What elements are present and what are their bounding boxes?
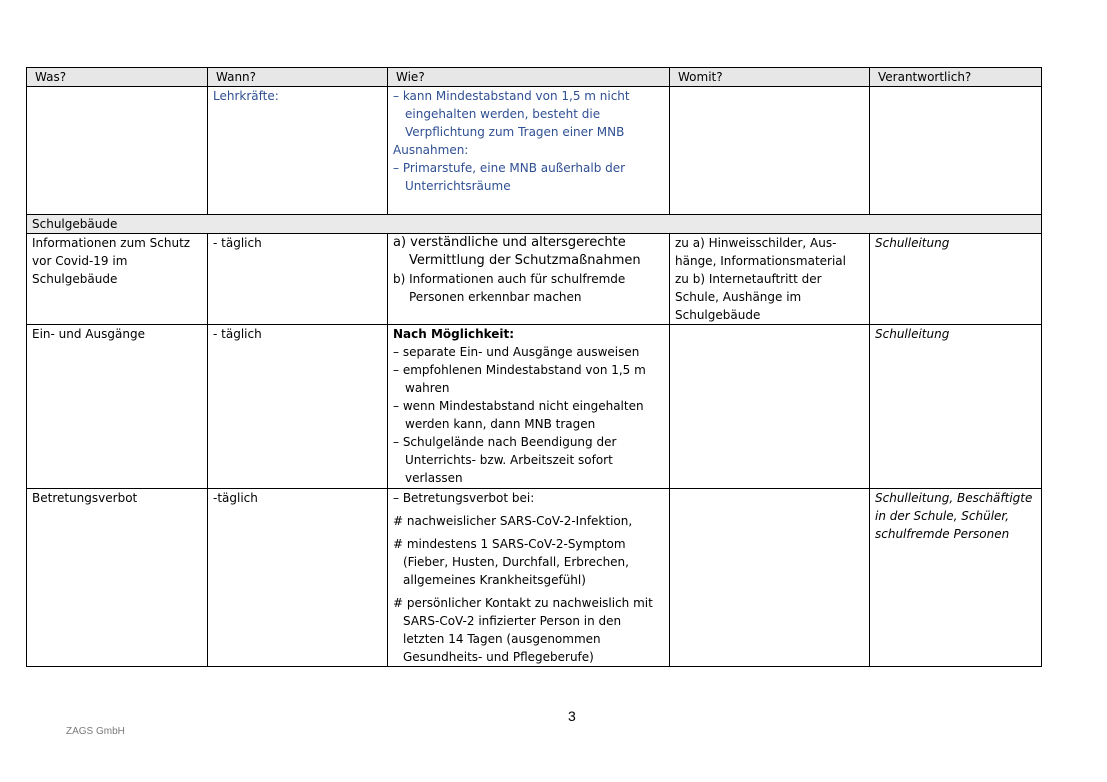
wie-item: b) Informationen auch für schulfremde Personen erkennbar machen [393,272,626,304]
table-row-ein-ausgaenge [27,325,1042,489]
wie-item: – empfohlenen Mindestabstand von 1,5 m wahren [393,363,646,395]
table-row-betretungsverbot [27,489,1042,667]
cell-wann [208,325,388,489]
wie-item: # nachweislicher SARS-CoV-2-Infektion, [393,514,633,528]
header-wann: Wann? [208,68,388,87]
cell-wie [388,325,670,489]
cell-was [27,87,208,215]
cell-womit [670,489,870,667]
header-was: Was? [27,68,208,87]
wann-text: -täglich [213,491,258,505]
wie-item: Ausnahmen: [393,143,469,157]
header-wie: Wie? [388,68,670,87]
wie-item: – separate Ein- und Ausgänge ausweisen [393,345,640,359]
table-row-lehrkraefte [27,87,1042,215]
cell-wann [208,489,388,667]
cell-wann [208,234,388,325]
wie-item: – Betretungsverbot bei: [393,491,535,505]
cell-wann [208,87,388,215]
verantwortlich-text: Schulleitung [875,327,950,341]
page-number: 3 [568,708,576,724]
cell-verantwortlich [870,234,1042,325]
cell-wie [388,87,670,215]
cell-verantwortlich [870,87,1042,215]
wie-item: – Schulgelände nach Beendigung der Unterrichts- bzw. Arbeitszeit sofort verlassen [393,435,617,485]
section-row [27,215,1042,234]
hygiene-plan-table [26,67,1042,667]
wie-item: # persönlicher Kontakt zu nachweislich mit SARS-CoV-2 infizierter Person in den letzten 14 Tagen (ausgenommen Gesundheits- und Pflegeberufe) [393,596,653,664]
cell-wie [388,489,670,667]
wie-item: – Primarstufe, eine MNB außerhalb der Unterrichtsräume [393,161,626,193]
table-row-informationen [27,234,1042,325]
verantwortlich-text: Schulleitung [875,236,950,250]
was-text: Informationen zum Schutz vor Covid-19 im Schulgebäude [32,236,191,286]
footer-company: ZAGS GmbH [66,726,125,737]
wann-text: - täglich [213,327,262,341]
header-verantwortlich: Verantwortlich? [870,68,1042,87]
cell-was [27,234,208,325]
wie-item: – wenn Mindestabstand nicht eingehalten werden kann, dann MNB tragen [393,399,644,431]
lehrkraefte-label: Lehrkräfte: [213,89,279,103]
womit-item: zu a) Hinweisschilder, Aus-hänge, Informationsmaterial [675,236,846,268]
cell-verantwortlich [870,325,1042,489]
cell-womit [670,325,870,489]
cell-verantwortlich [870,489,1042,667]
was-text: Ein- und Ausgänge [32,327,145,341]
wie-title: Nach Möglichkeit: [393,327,515,341]
wann-text: - täglich [213,236,262,250]
verantwortlich-text: Schulleitung, Beschäftigte in der Schule, Schüler, schulfremde Personen [875,491,1033,541]
header-womit: Womit? [670,68,870,87]
cell-womit [670,234,870,325]
cell-wie [388,234,670,325]
header-row [27,68,1042,87]
was-text: Betretungsverbot [32,491,138,505]
cell-was [27,325,208,489]
womit-item: zu b) Internetauftritt der Schule, Aushänge im Schulgebäude [675,272,822,322]
wie-item: a) verständliche und altersgerechte Vermittlung der Schutzmaßnahmen [393,235,641,268]
cell-womit [670,87,870,215]
wie-item: – kann Mindestabstand von 1,5 m nicht eingehalten werden, besteht die Verpflichtung zum Tragen einer MNB [393,89,630,139]
section-title: Schulgebäude [27,215,1042,234]
wie-item: # mindestens 1 SARS-CoV-2-Symptom (Fieber, Husten, Durchfall, Erbrechen, allgemeines Krankheitsgefühl) [393,537,629,587]
cell-was [27,489,208,667]
